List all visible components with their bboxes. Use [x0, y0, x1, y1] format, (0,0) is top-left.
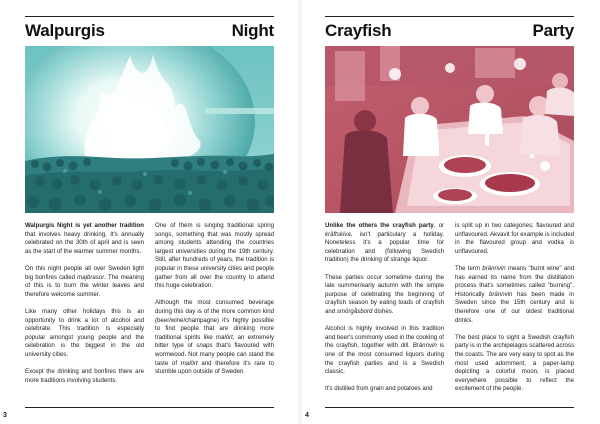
paragraph: The best place to sight a Swedish crayfish party is in the archipelagos scattered across the coasts. The are very easy to spot as the most used adornment, a paper-lamp depicting a colorful moon, is placed everywhere possible to reflect the excitement of the people. [455, 333, 574, 393]
column-1 [25, 222, 144, 402]
book-gutter [296, 0, 304, 424]
crayfish-party-photo [325, 46, 574, 213]
paragraph: It's distilled from grain and potatoes and [325, 385, 433, 393]
text: , isn't particulary a holiday. Noneteless it's a popular time for celebration and (following Swedish tradition) the drinking of strange liquor. [325, 230, 444, 264]
paragraph: One of them is singing traditional spring songs, something that was mostly spread among students attending the countries largest universities during the 19th century. Still, after hundreds of years, the tradition is popular in these university cities and people gather from all over the country to attend this huge celebration. [155, 222, 274, 290]
bottom-rule [25, 407, 274, 408]
title-first-word: Crayfish [325, 21, 392, 40]
italic-term: smörgåsbord [336, 307, 373, 315]
text: is one of the most consumed liquors during the crayfish parties and is a Swedish classic. [325, 342, 445, 376]
column-1 [325, 222, 444, 402]
title-second-word: Party [532, 21, 574, 40]
article-columns [25, 222, 274, 402]
italic-term: malört [215, 333, 233, 341]
title-first-word: Walpurgis [25, 21, 105, 40]
title-second-word: Night [231, 21, 274, 40]
paragraph: Like many other holidays this is an opportunity to drink a lot of alcohol and celebrate. This tradition is especially popular amongst young people and the celebration is the biggest in the old university cities. [25, 307, 144, 358]
lead-bold-text: Unlike the others the crayfish party [325, 222, 434, 229]
italic-term: Brännvin [412, 342, 437, 350]
page-number: 3 [3, 412, 7, 419]
text: Although the most consumed beverage during this day is of the more common kind (beer/wine/champagne) it's highly possible to find people that are drinking more traditional spirits like [155, 299, 274, 341]
column-2 [155, 222, 274, 402]
text: On this night people all over Sweden light big bonfires called [25, 264, 144, 281]
top-rule [325, 16, 574, 17]
paragraph [325, 325, 444, 377]
text: These parties occur sometime during the late summer/early autumn with the simple purpose of celebrating the beginning of crayfish season by eating loads of crayfish and [325, 273, 444, 315]
text: , an extremely bitter type of [155, 333, 274, 350]
text: that's flavoured with wormwood. Not many people can stand the taste of [155, 342, 274, 367]
text: Alcohol is highly involved in this tradition and beer's commonly used in the cooking of the crayfish, together with dill. [325, 325, 444, 350]
page-title [25, 21, 274, 43]
page-number: 4 [305, 412, 309, 419]
text: . The meaning of this is to burn the winter leaves and therefore welcome summer. [25, 273, 144, 298]
paragraph [25, 265, 144, 299]
page-title [325, 21, 574, 43]
italic-term: brännvin [482, 264, 506, 272]
paragraph: is split up in two categories; flavoured and unflavoured. Akvavit for example is included in the flavoured group and vodka is unflavoured. [455, 222, 574, 255]
italic-term: kräftskiva [325, 230, 351, 238]
right-page [300, 0, 600, 424]
bonfire-illustration [25, 46, 274, 213]
italic-term: snaps [196, 342, 213, 350]
text: , or [433, 222, 444, 229]
crayfish-party-illustration [325, 46, 574, 213]
text: means "burnt wine" and has earned its name from the distillation process that's sometimes called "burning". Historically [455, 264, 574, 298]
article-columns [325, 222, 574, 402]
text: has been made in Sweden since the 15th century and is therefore one of our oldest traditional drinks. [455, 290, 574, 324]
top-rule [25, 16, 274, 17]
text: and therefore it's rare to stumble upon outside of Sweden. [155, 359, 274, 376]
italic-term: majbrasor [77, 273, 105, 281]
paragraph [455, 265, 574, 325]
paragraph [155, 299, 274, 376]
column-2 [455, 222, 574, 402]
lead-text: that involves heavy drinking. It's annually celebrated on the 30th of april and is seen as the start of the warmer summer months. [25, 230, 144, 255]
bottom-rule [325, 407, 574, 408]
paragraph [325, 274, 444, 317]
lead-bold-text: Walpurgis Night is yet another tradition [25, 222, 144, 229]
paragraph: Except the drinking and bonfires there are more traditions involving students. [25, 368, 144, 384]
text: The term [455, 264, 483, 272]
bonfire-photo [25, 46, 274, 213]
italic-term: brännvin [489, 290, 513, 298]
paragraph [325, 222, 444, 265]
italic-term: malört [180, 359, 198, 367]
text: dishes. [372, 307, 394, 315]
paragraph [25, 222, 144, 256]
